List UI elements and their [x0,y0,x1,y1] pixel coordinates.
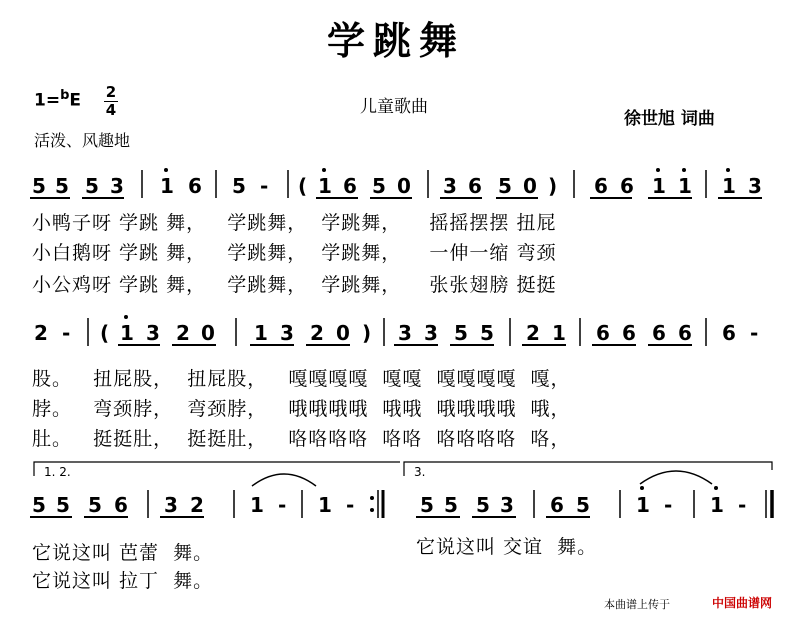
svg-text:5: 5 [454,321,468,345]
svg-text:2: 2 [176,321,190,345]
svg-text:5: 5 [576,493,590,517]
svg-text:6: 6 [678,321,692,345]
svg-text:0: 0 [523,174,537,198]
svg-text:3: 3 [443,174,457,198]
lyric-row1-verse3: 小公鸡呀 学跳 舞， 学跳舞， 学跳舞， 张张翅膀 挺挺 [32,274,557,296]
svg-text:3: 3 [748,174,762,198]
svg-text:5: 5 [232,174,246,198]
svg-text:3: 3 [500,493,514,517]
svg-text:5: 5 [88,493,102,517]
svg-text:-: - [750,321,759,345]
author-credit: 徐世旭 词曲 [624,109,715,129]
svg-text:1. 2.: 1. 2. [44,465,71,479]
meter-top: 2 [105,83,117,101]
svg-text:1: 1 [552,321,566,345]
svg-text:5: 5 [476,493,490,517]
svg-text:(: ( [100,321,110,345]
svg-text:5: 5 [480,321,494,345]
svg-text:1: 1 [652,174,666,198]
svg-text:2: 2 [34,321,48,345]
svg-text:1: 1 [250,493,264,517]
svg-text:(: ( [298,174,308,198]
svg-text:1: 1 [318,174,332,198]
notation-row-1 [30,168,762,198]
tempo-marking: 活泼、风趣地 [34,131,131,150]
svg-text:5: 5 [420,493,434,517]
svg-text:3: 3 [424,321,438,345]
svg-text:6: 6 [596,321,610,345]
notation-row-3 [30,462,772,518]
svg-text:-: - [260,174,269,198]
svg-text:6: 6 [722,321,736,345]
svg-text:5: 5 [85,174,99,198]
svg-text:-: - [62,321,71,345]
song-title: 学跳舞 [326,19,465,63]
lyric-row1-verse1: 小鸭子呀 学跳 舞， 学跳舞， 学跳舞， 摇摇摆摆 扭屁 [32,212,557,234]
svg-text:-: - [664,493,673,517]
svg-text:1: 1 [160,174,174,198]
key-prefix: 1= [34,90,61,111]
lyric-row3-left-verse2: 它说这叫 拉丁 舞。 [32,570,214,592]
svg-text:1: 1 [120,321,134,345]
key-note: E [69,90,82,111]
lyric-row2-verse2: 脖。 弯颈脖， 弯颈脖， 哦哦哦哦 哦哦 哦哦哦哦 哦， [32,398,571,420]
svg-text:6: 6 [468,174,482,198]
svg-text:5: 5 [444,493,458,517]
lyric-row3-left-verse1: 它说这叫 芭蕾 舞。 [32,542,214,564]
svg-text:3: 3 [280,321,294,345]
svg-text:-: - [346,493,355,517]
svg-text:-: - [278,493,287,517]
svg-text:-: - [738,493,747,517]
svg-text:1: 1 [254,321,268,345]
svg-text:1: 1 [710,493,724,517]
svg-text:3: 3 [110,174,124,198]
svg-text:6: 6 [652,321,666,345]
upload-credit: 本曲谱上传于 [604,598,670,611]
svg-text:6: 6 [594,174,608,198]
svg-text:6: 6 [188,174,202,198]
genre-label: 儿童歌曲 [360,97,428,117]
meter-bottom: 4 [105,101,117,119]
site-logo: 中国曲谱网 [712,596,773,610]
svg-text:5: 5 [32,174,46,198]
lyric-row2-verse3: 肚。 挺挺肚， 挺挺肚， 咯咯咯咯 咯咯 咯咯咯咯 咯， [32,428,571,450]
svg-text:6: 6 [550,493,564,517]
svg-text:0: 0 [397,174,411,198]
notation-row-2 [34,315,758,346]
svg-text:6: 6 [114,493,128,517]
lyric-row3-right-verse1: 它说这叫 交谊 舞。 [416,536,598,558]
svg-text:3: 3 [164,493,178,517]
svg-text:5: 5 [498,174,512,198]
svg-text:5: 5 [32,493,46,517]
svg-text:1: 1 [722,174,736,198]
svg-text:5: 5 [55,174,69,198]
svg-text:2: 2 [526,321,540,345]
svg-text:6: 6 [622,321,636,345]
svg-text:2: 2 [190,493,204,517]
svg-text:1: 1 [678,174,692,198]
svg-text:2: 2 [310,321,324,345]
svg-text:1: 1 [318,493,332,517]
lyric-row1-verse2: 小白鹅呀 学跳 舞， 学跳舞， 学跳舞， 一伸一缩 弯颈 [32,242,557,264]
svg-text:5: 5 [372,174,386,198]
svg-text:): ) [548,174,558,198]
svg-text:): ) [362,321,372,345]
svg-text:6: 6 [620,174,634,198]
svg-text:1: 1 [636,493,650,517]
svg-text:0: 0 [201,321,215,345]
svg-text:3: 3 [146,321,160,345]
svg-text:0: 0 [336,321,350,345]
svg-text:3.: 3. [414,465,426,479]
svg-text:5: 5 [56,493,70,517]
flat-sign: b [60,88,70,103]
svg-text:3: 3 [398,321,412,345]
lyric-row2-verse1: 股。 扭屁股， 扭屁股， 嘎嘎嘎嘎 嘎嘎 嘎嘎嘎嘎 嘎， [32,368,571,390]
svg-text:6: 6 [343,174,357,198]
